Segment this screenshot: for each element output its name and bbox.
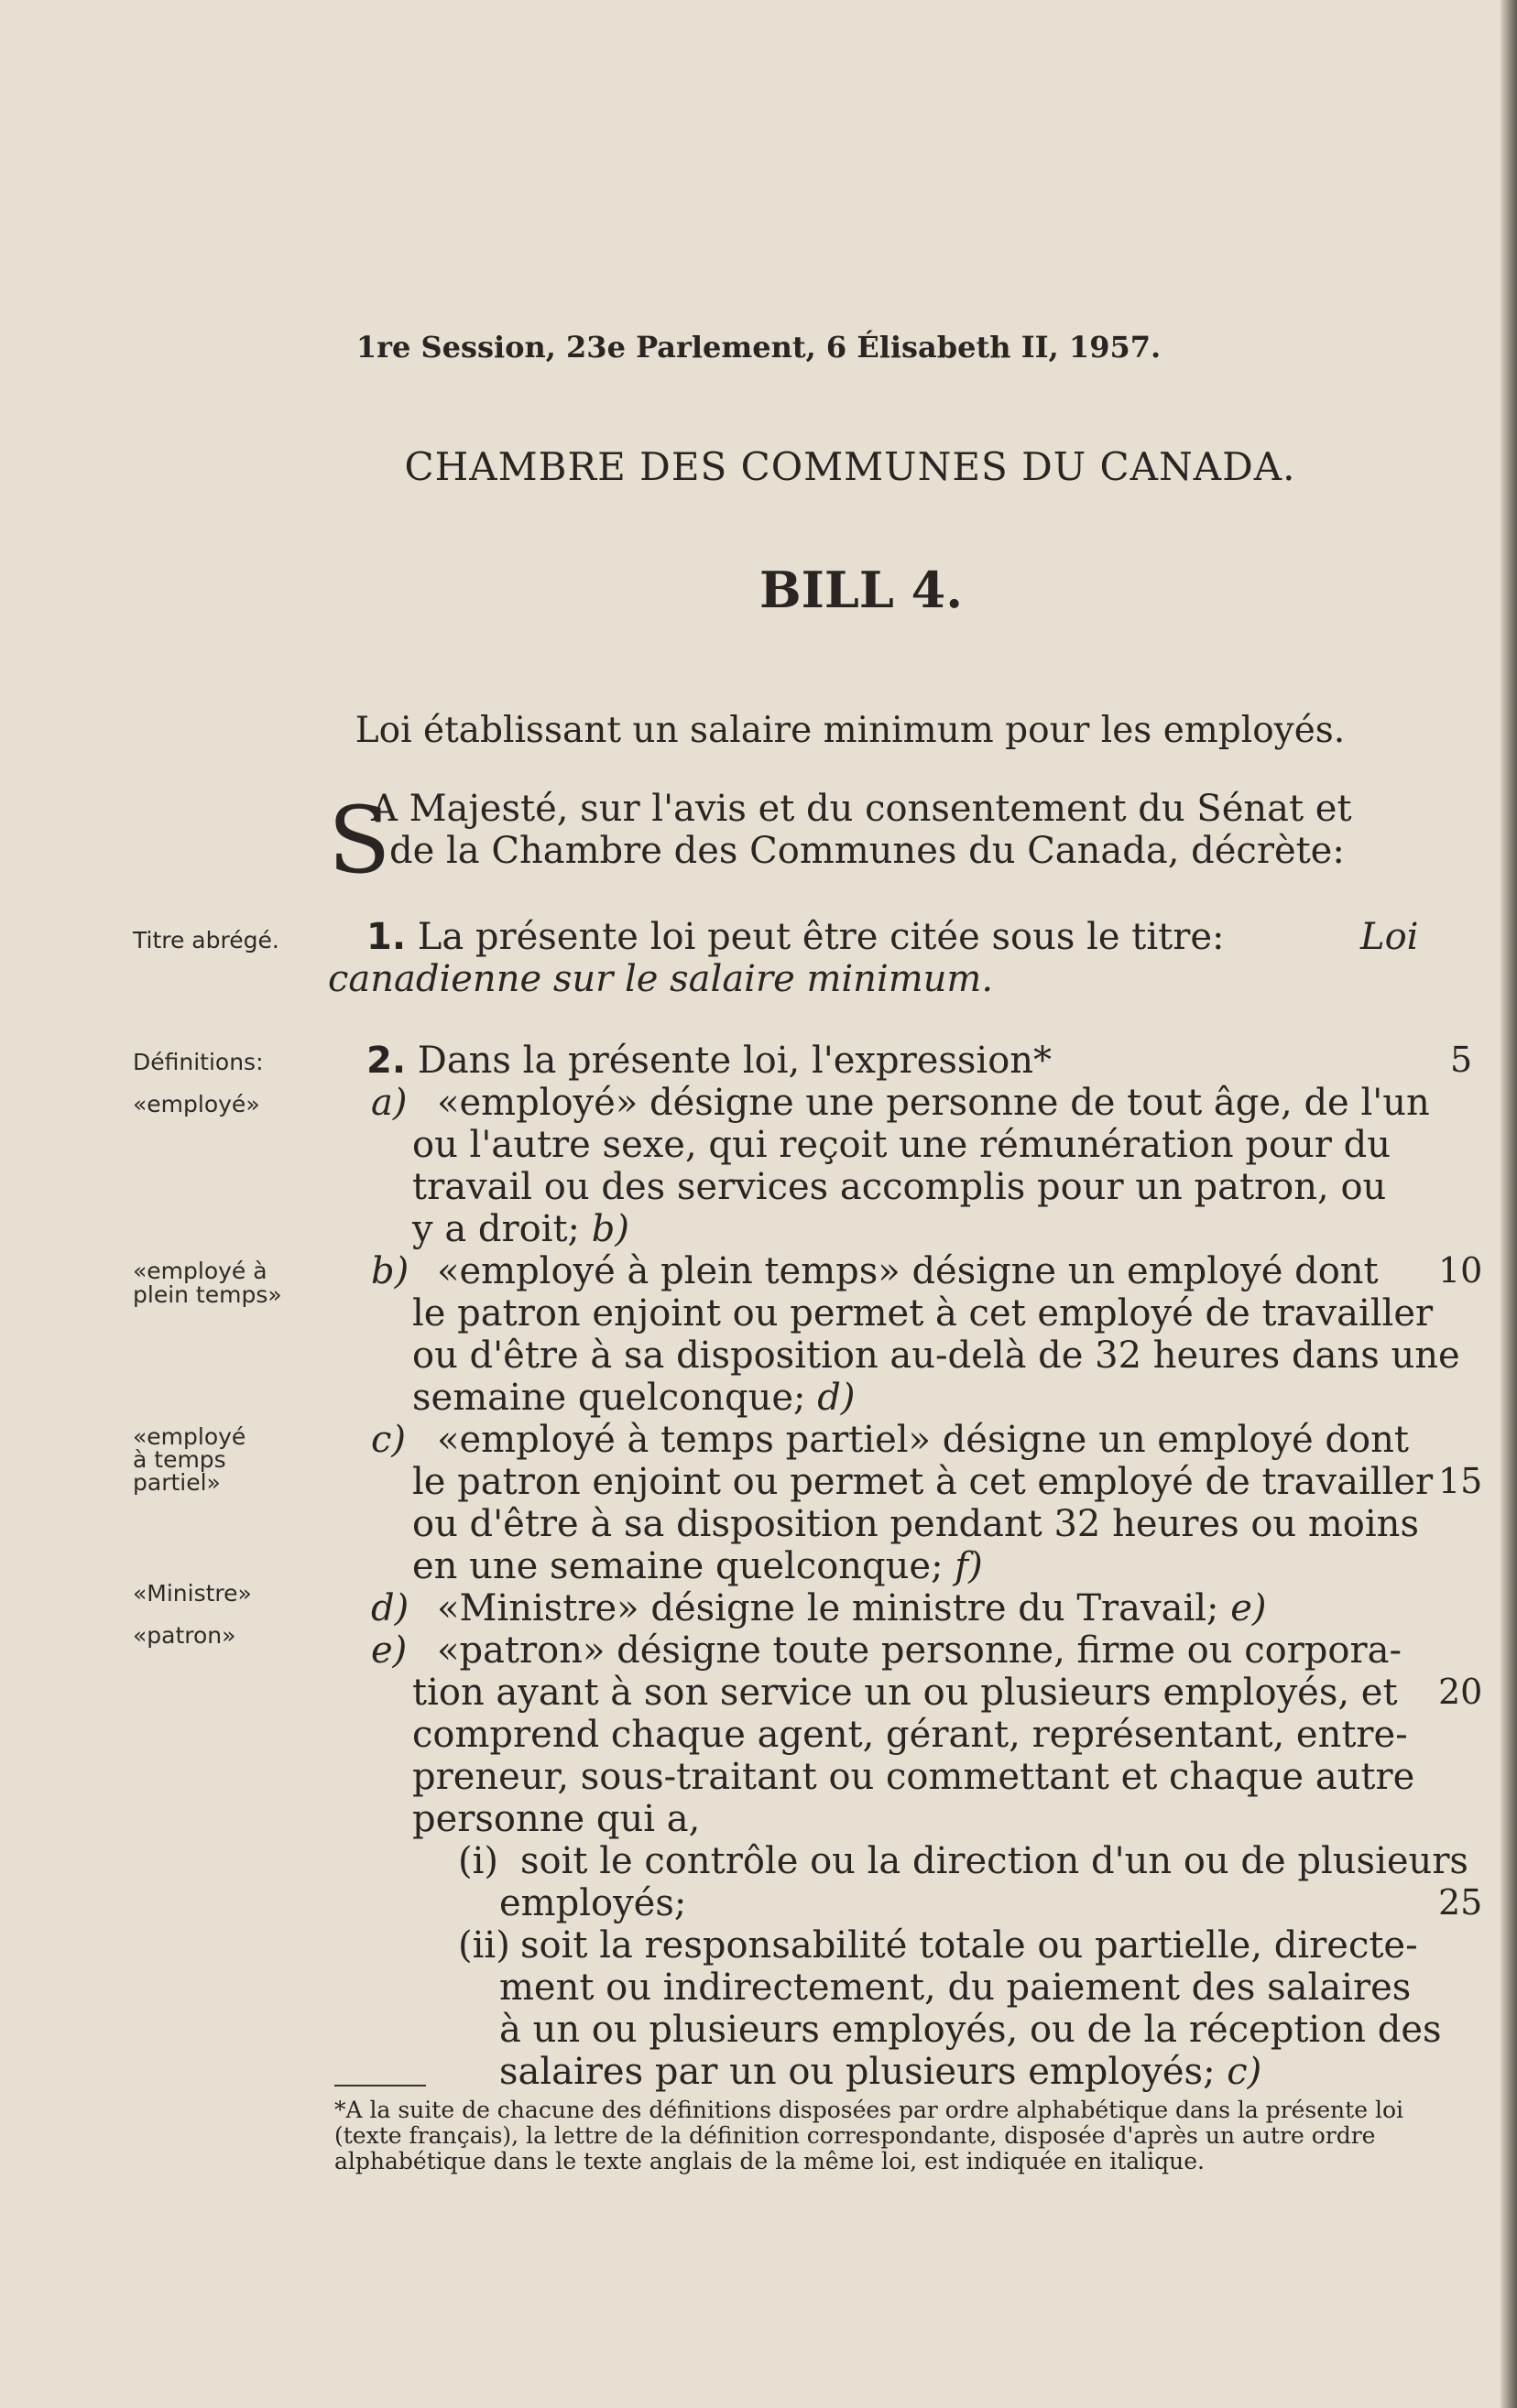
margin-note-plein-temps-2: plein temps» (133, 1281, 282, 1308)
margin-note-temps-partiel-1: «employé (133, 1423, 246, 1450)
definition-a-text-end: y a droit; (412, 1208, 581, 1250)
definition-e-line-4: preneur, sous-traitant ou commettant et chaque autre (412, 1756, 1415, 1798)
subparagraph-ii-label: (ii) (458, 1924, 510, 1967)
section-1-title-start: Loi (1360, 916, 1419, 958)
line-number-10: 10 (1438, 1250, 1483, 1291)
subparagraph-ii-line-4 (499, 2051, 1261, 2093)
definition-c-text-end: en une semaine quelconque; (412, 1545, 944, 1587)
subparagraph-ii-english-ref: c) (1227, 2051, 1262, 2093)
definition-b-label: b) (371, 1250, 409, 1292)
footnote: *A la suite de chacune des définitions disposées par ordre alphabétique dans la présente loi (texte français), la lettre de la définition correspondante, disposée d'après un autre ordre alphabétique dans le texte anglais de la même loi, est indiquée en italique. (334, 2097, 1403, 2174)
section-1-text: La présente loi peut être citée sous le titre: (417, 916, 1225, 958)
definition-b-text-end: semaine quelconque; (412, 1377, 806, 1419)
section-1-title-end: canadienne sur le salaire minimum. (328, 958, 994, 1000)
definition-a-line-1: «employé» désigne une personne de tout âge, de l'un (437, 1082, 1430, 1124)
definition-d-text: «Ministre» désigne le ministre du Travail; (437, 1587, 1219, 1629)
definition-a-line-4 (412, 1208, 629, 1250)
subparagraph-ii-line-1: soit la responsabilité totale ou partielle, directe- (520, 1924, 1418, 1967)
subparagraph-ii-text-end: salaires par un ou plusieurs employés; (499, 2051, 1216, 2093)
definition-a-line-2: ou l'autre sexe, qui reçoit une rémunération pour du (412, 1124, 1391, 1166)
margin-note-temps-partiel-3: partiel» (133, 1469, 221, 1496)
section-1-number: 1. (366, 916, 407, 958)
footnote-rule (334, 2085, 426, 2087)
definition-b-line-3: ou d'être à sa disposition au-delà de 32 heures dans une (412, 1335, 1460, 1377)
subparagraph-i-line-1: soit le contrôle ou la direction d'un ou de plusieurs (520, 1840, 1468, 1882)
subparagraph-i-label: (i) (458, 1840, 499, 1882)
definition-e-line-5: personne qui a, (412, 1798, 701, 1840)
definition-b-line-1: «employé à plein temps» désigne un employé dont (437, 1250, 1379, 1292)
subparagraph-ii-line-3: à un ou plusieurs employés, ou de la réception des (499, 2009, 1442, 2051)
house-title: CHAMBRE DES COMMUNES DU CANADA. (404, 444, 1296, 489)
preamble-line-2: de la Chambre des Communes du Canada, décrète: (389, 830, 1345, 872)
section-2-line-1 (366, 1040, 1052, 1082)
definition-c-line-2: le patron enjoint ou permet à cet employé de travailler (412, 1461, 1434, 1503)
line-number-20: 20 (1438, 1672, 1483, 1712)
section-2-text: Dans la présente loi, l'expression* (417, 1040, 1053, 1082)
line-number-15: 15 (1438, 1461, 1483, 1501)
line-number-5: 5 (1450, 1040, 1473, 1080)
bill-number: BILL 4. (758, 561, 963, 619)
line-number-25: 25 (1438, 1882, 1483, 1923)
subparagraph-ii-line-2: ment ou indirectement, du paiement des salaires (499, 1967, 1412, 2009)
definition-e-line-1: «patron» désigne toute personne, firme ou corpora- (437, 1629, 1402, 1672)
definition-a-line-3: travail ou des services accomplis pour un patron, ou (412, 1166, 1387, 1208)
margin-note-short-title: Titre abrégé. (133, 927, 279, 953)
drop-cap: S (328, 787, 391, 894)
preamble-line-1: A Majesté, sur l'avis et du consentement du Sénat et (371, 788, 1352, 830)
definition-d-line-1 (437, 1587, 1267, 1629)
definition-e-label: e) (371, 1629, 408, 1672)
definition-d-english-ref: e) (1230, 1587, 1267, 1629)
margin-note-temps-partiel-2: à temps (133, 1446, 226, 1473)
margin-note-plein-temps-1: «employé à (133, 1258, 267, 1284)
definition-d-label: d) (371, 1587, 409, 1629)
definition-a-english-ref: b) (591, 1208, 629, 1250)
definition-a-label: a) (371, 1082, 408, 1124)
definition-e-line-3: comprend chaque agent, gérant, représentant, entre- (412, 1714, 1408, 1756)
definition-b-line-2: le patron enjoint ou permet à cet employé de travailler (412, 1292, 1434, 1335)
definition-e-line-2: tion ayant à son service un ou plusieurs employés, et (412, 1672, 1398, 1714)
margin-note-patron: «patron» (133, 1622, 236, 1649)
margin-note-definitions: Définitions: (133, 1049, 264, 1075)
section-1-line-1 (366, 916, 1225, 958)
definition-c-english-ref: f) (955, 1545, 983, 1587)
definition-c-line-3: ou d'être à sa disposition pendant 32 heures ou moins (412, 1503, 1419, 1545)
definition-c-line-4 (412, 1545, 983, 1587)
section-2-number: 2. (366, 1040, 407, 1082)
margin-note-ministre: «Ministre» (133, 1580, 252, 1607)
definition-c-line-1: «employé à temps partiel» désigne un employé dont (437, 1419, 1409, 1461)
session-line: 1re Session, 23e Parlement, 6 Élisabeth II, 1957. (355, 330, 1162, 365)
margin-note-employe: «employé» (133, 1091, 260, 1117)
definition-b-line-4 (412, 1377, 855, 1419)
subparagraph-i-line-2: employés; (499, 1882, 687, 1924)
definition-b-english-ref: d) (817, 1377, 856, 1419)
bill-title: Loi établissant un salaire minimum pour les employés. (355, 710, 1346, 751)
definition-c-label: c) (371, 1419, 407, 1461)
